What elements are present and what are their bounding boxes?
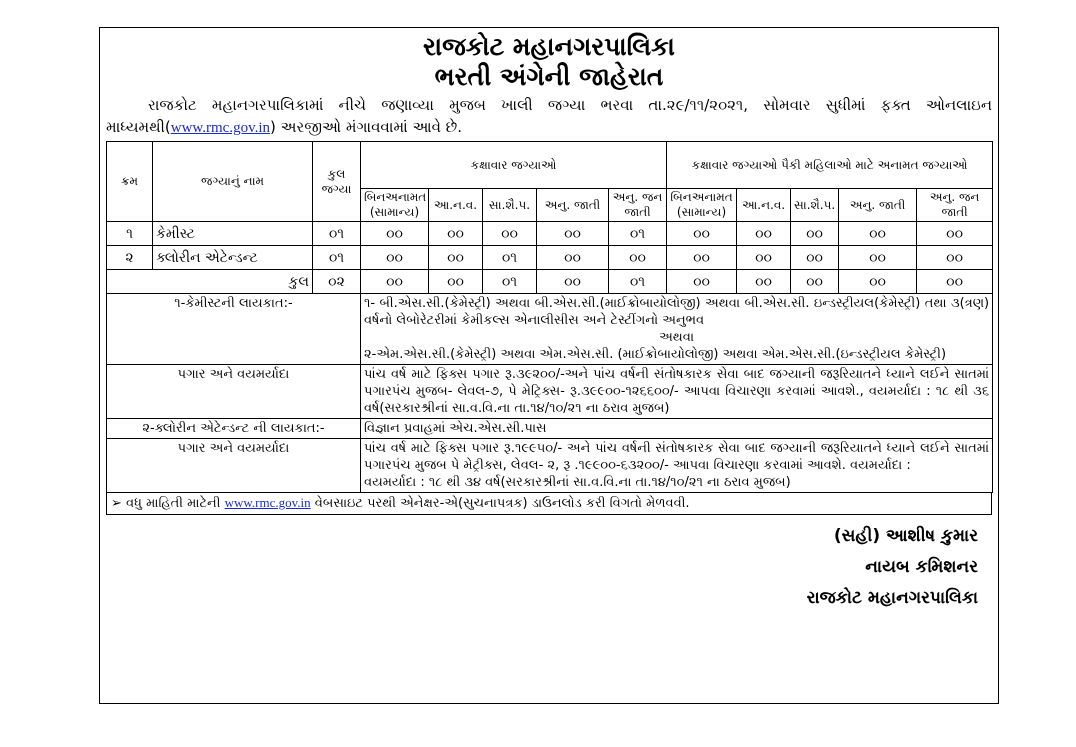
row-cell: ૦૦ <box>791 222 839 246</box>
total-cell: ૦૦ <box>839 270 917 294</box>
row-cell: ૦૦ <box>667 222 737 246</box>
header-cat: બિનઅનામત (સામાન્ય) <box>361 189 429 222</box>
row-post: ક્લોરીન એટેન્ડન્ટ <box>153 246 313 270</box>
row-cell: ૦૦ <box>737 222 791 246</box>
total-cell: ૦૦ <box>429 270 483 294</box>
total-label: કુલ <box>107 270 313 294</box>
header-women-cat: અનુ. જન જાતી <box>917 189 993 222</box>
total-cell: ૦૧ <box>609 270 667 294</box>
row-cell: ૦૦ <box>429 222 483 246</box>
age-limit-text: વયમર્યાદા : ૧૮ થી ૩૪ વર્ષ(સરકારશ્રીનાં સા.વ.વિ.ના તા.૧૪/૧૦/૨૧ ના ઠરાવ મુજબ) <box>364 475 791 490</box>
row-cell: ૦૦ <box>791 246 839 270</box>
org-title: રાજકોટ મહાનગરપાલિકા <box>423 32 675 61</box>
chemist-qualification-row <box>107 294 993 365</box>
header-cat: આ.ન.વ. <box>429 189 483 222</box>
header-sr: ક્રમ <box>107 142 153 222</box>
chlorine-qualification-row <box>107 419 993 439</box>
chemist-qualification-label: ૧-કેમીસ્ટની લાયકાત:- <box>107 294 361 365</box>
ad-title: ભરતી અંગેની જાહેરાત <box>434 62 664 91</box>
total-cell: ૦૦ <box>917 270 993 294</box>
chlorine-salary-text <box>361 439 993 493</box>
row-sr: ૨ <box>107 246 153 270</box>
row-cell: ૦૦ <box>537 246 609 270</box>
row-cell: ૦૦ <box>361 246 429 270</box>
row-cell: ૦૦ <box>361 222 429 246</box>
signatory-designation: નાયબ કમિશનર <box>865 557 978 577</box>
signatory-name: (સહી) આશીષ કુમાર <box>833 526 978 546</box>
note-text: વધુ માહિતી માટેની <box>126 496 221 511</box>
intro-text: રાજકોટ મહાનગરપાલિકામાં નીચે જણાવ્યા મુજબ ખાલી જગ્યા ભરવા તા.૨૯/૧૧/૨૦૨૧, સોમવાર સુધીમાં ફક્ત ઓનલાઇન માધ્યમથી( <box>106 96 992 136</box>
row-cell: ૦૦ <box>839 222 917 246</box>
total-row <box>107 270 993 294</box>
row-cell: ૦૦ <box>537 222 609 246</box>
row-cell: ૦૦ <box>483 222 537 246</box>
header-cat: અનુ. જાતી <box>537 189 609 222</box>
header-cat: સા.શૈ.પ. <box>483 189 537 222</box>
row-post: કેમીસ્ટ <box>153 222 313 246</box>
header-women-cat: બિનઅનામત (સામાન્ય) <box>667 189 737 222</box>
row-cell: ૦૧ <box>483 246 537 270</box>
qualification-or: અથવા <box>659 330 695 345</box>
total-count: ૦૨ <box>313 270 361 294</box>
qualification-option-1: ૧- બી.એસ.સી.(કેમેસ્ટ્રી) અથવા બી.એસ.સી.(માઈક્રોબાયોલોજી) અથવા બી.એસ.સી. ઇન્ડસ્ટ્રીયલ(કેમેસ્ટ્રી) તથા ૩(ત્રણ) વર્ષનો લેબોરેટરીમાં કેમીકલ્સ એનાલીસીસ અને ટેસ્ટીંગનો અનુભવ <box>364 296 990 328</box>
chlorine-qualification-label: ૨-ક્લોરીન એટેન્ડન્ટ ની લાયકાત:- <box>107 419 361 439</box>
table-header-row <box>107 142 993 189</box>
header-total: કુલ જગ્યા <box>313 142 361 222</box>
table-row <box>107 246 993 270</box>
chemist-qualification-text <box>361 294 993 365</box>
advertisement-frame <box>99 27 999 704</box>
row-cell: ૦૦ <box>839 246 917 270</box>
website-link[interactable]: www.rmc.gov.in <box>170 120 271 136</box>
row-cell: ૦૦ <box>429 246 483 270</box>
row-total: ૦૧ <box>313 222 361 246</box>
chemist-salary-label: પગાર અને વયમર્યાદા <box>107 365 361 419</box>
signatory-organization: રાજકોટ મહાનગરપાલિકા <box>806 588 978 608</box>
intro-text-end: ) અરજીઓ મંગાવવામાં આવે છે. <box>270 118 463 136</box>
header-category-group: કક્ષાવાર જગ્યાઓ <box>361 142 667 189</box>
row-cell: ૦૦ <box>667 246 737 270</box>
header-cat: અનુ. જન જાતી <box>609 189 667 222</box>
row-cell: ૦૦ <box>917 222 993 246</box>
total-cell: ૦૦ <box>537 270 609 294</box>
row-cell: ૦૦ <box>917 246 993 270</box>
row-cell: ૦૦ <box>609 246 667 270</box>
header-women-cat: સા.શૈ.પ. <box>791 189 839 222</box>
header-women-cat: અનુ. જાતી <box>839 189 917 222</box>
total-cell: ૦૦ <box>791 270 839 294</box>
note-website-link[interactable]: www.rmc.gov.in <box>224 495 311 510</box>
header-women-group: કક્ષાવાર જગ્યાઓ પૈકી મહિલાઓ માટે અનામત જગ્યાઓ <box>667 142 993 189</box>
note-text-end: વેબસાઇટ પરથી એનેક્ષર-એ(સુચનાપત્રક) ડાઉનલોડ કરી વિગતો મેળવવી. <box>314 496 690 511</box>
total-cell: ૦૦ <box>667 270 737 294</box>
more-info-note <box>106 493 992 515</box>
row-cell: ૦૦ <box>737 246 791 270</box>
table-row <box>107 222 993 246</box>
header-post: જગ્યાનું નામ <box>153 142 313 222</box>
chlorine-salary-label: પગાર અને વયમર્યાદા <box>107 439 361 493</box>
signature-block <box>106 521 992 614</box>
row-sr: ૧ <box>107 222 153 246</box>
chlorine-salary-row <box>107 439 993 493</box>
chlorine-qualification-text: વિજ્ઞાન પ્રવાહમાં એચ.એસ.સી.પાસ <box>361 419 993 439</box>
qualification-option-2: ૨-એમ.એસ.સી.(કેમેસ્ટ્રી) અથવા એમ.એસ.સી. (માઈક્રોબાયોલોજી) અથવા એમ.એસ.સી.(ઇન્ડસ્ટ્રીયલ કેમેસ્ટ્રી) <box>364 347 947 362</box>
vacancy-table <box>106 141 993 493</box>
header-women-cat: આ.ન.વ. <box>737 189 791 222</box>
row-total: ૦૧ <box>313 246 361 270</box>
total-cell: ૦૦ <box>361 270 429 294</box>
chemist-salary-row <box>107 365 993 419</box>
salary-text: પાંચ વર્ષ માટે ફિક્સ પગાર રૂ.૧૯૯૫૦/- અને પાંચ વર્ષની સંતોષકારક સેવા બાદ જગ્યાની જરૂરિયાતને ધ્યાને લઈને સાતમાં પગારપંચ મુજબ પે મેટ્રીક્સ, લેવલ- ૨, રૂ .૧૯૯૦૦-૬૩૨૦૦/- આપવા વિચારણા કરવામાં આવશે. વયમર્યાદા : <box>364 441 990 473</box>
total-cell: ૦૧ <box>483 270 537 294</box>
row-cell: ૦૧ <box>609 222 667 246</box>
total-cell: ૦૦ <box>737 270 791 294</box>
intro-paragraph <box>106 94 992 139</box>
chemist-salary-text: પાંચ વર્ષ માટે ફિક્સ પગાર રૂ.૩૯૨૦૦/-અને પાંચ વર્ષની સંતોષકારક સેવા બાદ જગ્યાની જરૂરિયાતને ધ્યાને લઈને સાતમાં પગારપંચ મુજબ- લેવલ-૭, પે મેટ્રિક્સ- રૂ.૩૯૯૦૦-૧૨૬૬૦૦/- આપવા વિચારણા કરવામાં આવશે., વયમર્યાદા : ૧૮ થી ૩૬ વર્ષ(સરકારશ્રીનાં સા.વ.વિ.ના તા.૧૪/૧૦/૨૧ ના ઠરાવ મુજબ) <box>361 365 993 419</box>
arrow-bullet-icon: ➢ <box>111 496 122 511</box>
